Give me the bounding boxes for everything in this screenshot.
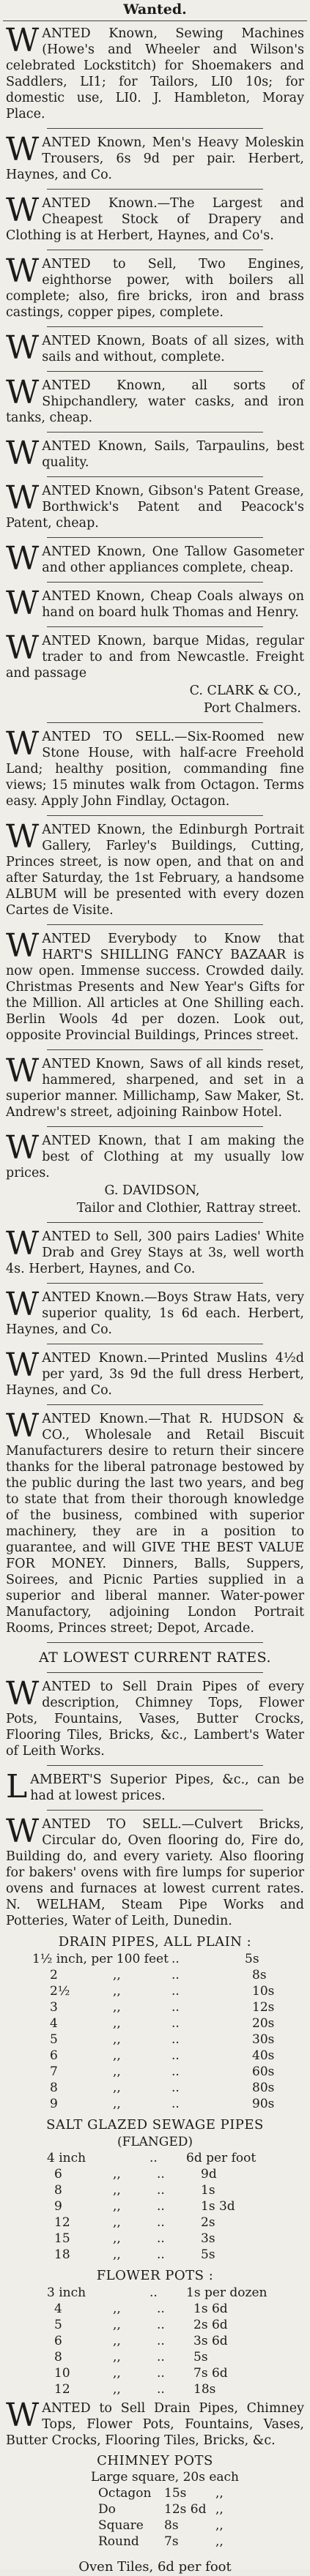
table-cell: 90s (252, 2097, 275, 2111)
divider (47, 1049, 263, 1050)
ad-item (6, 22, 304, 122)
table-cell: ,, (113, 2318, 121, 2332)
flower-pots-table (3, 2285, 307, 2397)
drop-cap: W (6, 1286, 40, 1323)
table-cell: 10 (54, 2366, 70, 2381)
table-cell: .. (171, 2064, 180, 2079)
table-cell: 12s 6d (164, 2502, 207, 2517)
table-cell: .. (157, 2366, 165, 2381)
table-cell: ,, (113, 2350, 121, 2365)
ad-text: ANTED to Sell Drain Pipes, Chimney Tops, Flower Pots, Fountains, Vases, Butter Crocks, Flooring Tiles, Bricks, &c. (6, 2401, 304, 2448)
ad-text: ANTED Everybody to Know that HART'S SHILLING FANCY BAZAAR is now open. Immense success. Crowded daily. Christmas Presents and New Year's Gifts for the Million. All articles at One Shilling each. Berlin Wools 4d per dozen. Look out, opposite Provincial Buildings, Princes street. (6, 932, 304, 1043)
classified-ads (3, 22, 307, 1636)
table-cell: ,, (113, 2000, 121, 2015)
table-cell: 8s (164, 2518, 179, 2533)
table-cell: 20s (252, 2016, 275, 2031)
divider (47, 1765, 263, 1766)
table-row (3, 2469, 307, 2485)
table-cell: ,, (113, 2081, 121, 2095)
table-cell: Round (98, 2534, 139, 2549)
table-cell: ,, (113, 2167, 121, 2182)
salt-glazed-sub: (FLANGED) (117, 2135, 193, 2149)
table-row (3, 2032, 307, 2048)
table-row (3, 2096, 307, 2112)
ad-item (6, 1675, 304, 1759)
table-cell: .. (157, 2183, 165, 2198)
drain-pipes-heading: DRAIN PIPES, ALL PLAIN : (58, 1934, 252, 1950)
drop-cap: W (6, 479, 40, 517)
drop-cap: W (6, 1675, 40, 1712)
table-cell: 7s 6d (193, 2366, 228, 2381)
table-cell: ,, (113, 2183, 121, 2198)
ad-item (6, 2397, 304, 2449)
ad-text: ANTED Known, Men's Heavy Moleskin Trousers, 6s 9d per pair. Herbert, Haynes, and Co. (6, 135, 304, 182)
ad-signature-line: Tailor and Clothier, Rattray street. (76, 1201, 301, 1216)
table-cell: 9d (201, 2167, 217, 2182)
table-cell: ,, (113, 2016, 121, 2031)
table-cell: 2½ (50, 1984, 70, 1999)
ad-text: ANTED Known, all sorts of Shipchandlery, water casks, and iron tanks, cheap. (6, 378, 304, 425)
table-cell: 1s 3d (201, 2199, 235, 2214)
ad-text: ANTED Known, Boats of all sizes, with sails and without, complete. (42, 334, 304, 364)
table-cell: 5s (201, 2247, 215, 2262)
ad-item (6, 1286, 304, 1338)
ad-text: ANTED Known, Sails, Tarpaulins, best quality. (42, 439, 304, 470)
table-cell: 8 (54, 2183, 62, 2198)
drop-cap: W (6, 1129, 40, 1167)
drop-cap: W (6, 1347, 40, 1384)
table-cell: 3 inch (47, 2285, 86, 2300)
divider (47, 1672, 263, 1673)
table-cell: .. (157, 2231, 165, 2246)
table-row (3, 2214, 307, 2231)
ad-text: ANTED Known, One Tallow Gasometer and other appliances complete, cheap. (42, 544, 304, 575)
table-cell: ,, (113, 2032, 121, 2047)
drop-cap: W (6, 131, 40, 168)
flower-pots-heading: FLOWER POTS : (96, 2268, 214, 2283)
ad-item (6, 1407, 304, 1636)
ad-text: ANTED Known, Saws of all kinds reset, hammered, sharpened, and set in a superior manner. Millichamp, Saw Maker, St. Andrew's street, adjoining Rainbow Hotel. (6, 1057, 304, 1120)
table-row (3, 2381, 307, 2397)
table-cell: .. (157, 2334, 165, 2348)
table-cell: 5 (50, 2032, 58, 2047)
table-cell: 6 (50, 2048, 58, 2063)
section-heading: Wanted. (123, 1, 187, 18)
ad-item (6, 435, 304, 472)
drop-cap: W (6, 1052, 40, 1090)
oven-tiles: Oven Tiles, 6d per foot (78, 2559, 232, 2575)
table-cell: Do (98, 2502, 116, 2517)
ad-text: ANTED Known, Cheap Coals always on hand on board hulk Thomas and Henry. (42, 589, 304, 620)
drop-cap: W (6, 22, 40, 59)
ad-text: ANTED to Sell, 300 pairs Ladies' White Drab and Grey Stays at 3s, well worth 4s. Herbert, Haynes, and Co. (6, 1229, 304, 1276)
drain-pipes-table (3, 1951, 307, 2112)
table-cell: 10s (252, 1984, 275, 1999)
table-cell: .. (171, 2032, 180, 2047)
table-cell: 3s 6d (193, 2334, 228, 2348)
table-cell: .. (157, 2215, 165, 2230)
divider (47, 1222, 263, 1223)
table-cell: .. (157, 2199, 165, 2214)
table-cell: ,, (215, 2534, 224, 2549)
chimney-pots-heading: CHIMNEY POTS (97, 2453, 213, 2468)
drop-cap: W (6, 374, 40, 411)
table-cell: 1½ inch, per 100 feet (32, 1952, 169, 1966)
ad-text: AMBERT'S Superior Pipes, &c., can be had at lowest prices. (30, 1772, 304, 1803)
table-row (3, 1983, 307, 1999)
table-cell: 6d per foot (186, 2151, 257, 2165)
divider (3, 20, 307, 21)
drop-cap: W (6, 329, 40, 367)
divider (47, 537, 263, 538)
table-cell: 1s (201, 2183, 215, 2198)
table-cell: .. (150, 2285, 158, 2300)
table-cell: 5s (193, 2350, 208, 2365)
drop-cap: W (6, 629, 40, 667)
divider (47, 626, 263, 627)
divider (47, 924, 263, 925)
ad-text: ANTED TO SELL.—Culvert Bricks, Circular do, Oven flooring do, Fire do, Building do, and every variety. Also flooring for bakers' ovens with fire lumps for superior ovens and furnaces at lowest current rates. N. WELHAM, Steam Pipe Works and Potteries, Water of Leith, Dunedin. (6, 1817, 304, 1928)
table-row (3, 2349, 307, 2365)
ad-text: ANTED to Sell, Two Engines, eighthorse power, with boilers all complete; also, fire bricks, iron and brass castings, copper pipes, complete. (6, 257, 304, 320)
table-cell: .. (157, 2382, 165, 2397)
table-cell: 3s (201, 2231, 215, 2246)
ad-item (6, 1768, 304, 1805)
table-cell: 2s 6d (193, 2318, 228, 2332)
ad-item (6, 329, 304, 367)
divider (47, 722, 263, 723)
table-cell: 40s (252, 2048, 275, 2063)
table-row (3, 2333, 307, 2349)
table-cell: .. (171, 2081, 180, 2095)
table-cell: .. (157, 2247, 165, 2262)
table-row (3, 2198, 307, 2214)
table-cell: 12 (54, 2382, 70, 2397)
table-row (3, 2485, 307, 2501)
ad-item (6, 1813, 304, 1929)
drop-cap: L (6, 1768, 28, 1805)
ad-item (6, 479, 304, 531)
table-cell: 9 (50, 2097, 58, 2111)
lowest-rates-heading: AT LOWEST CURRENT RATES. (39, 1650, 271, 1666)
table-row (3, 2080, 307, 2096)
ad-signature: G. DAVIDSON, (104, 1183, 200, 1198)
table-cell: 8 (54, 2350, 62, 2365)
divider (47, 476, 263, 477)
table-cell: 18s (193, 2382, 216, 2397)
table-cell: 30s (252, 2032, 275, 2047)
divider (47, 1642, 263, 1643)
ad-text: ANTED Known.—Printed Muslins 4½d per yard, 3s 9d the full dress Herbert, Haynes, and Co. (6, 1351, 304, 1398)
table-row (3, 2182, 307, 2198)
ad-item (6, 818, 304, 918)
table-cell: 1s 6d (193, 2302, 228, 2316)
divider (47, 189, 263, 190)
ad-item (6, 374, 304, 426)
table-cell: 8s (252, 1968, 267, 1982)
salt-glazed-table (3, 2150, 307, 2263)
ad-item (6, 1052, 304, 1120)
table-cell: ,, (113, 2199, 121, 2214)
table-row (3, 2517, 307, 2534)
chimney-pots-table (3, 2469, 307, 2550)
table-cell: .. (150, 2151, 158, 2165)
salt-glazed-heading: SALT GLAZED SEWAGE PIPES (46, 2117, 264, 2133)
table-cell: ,, (215, 2518, 224, 2533)
ad-signature-line: Port Chalmers. (203, 701, 301, 716)
table-cell: 2s (201, 2215, 215, 2230)
table-cell: 18 (54, 2247, 70, 2262)
ad-item (6, 927, 304, 1044)
drop-cap: W (6, 2397, 40, 2434)
ad-item (6, 192, 304, 244)
ad-item (6, 585, 304, 622)
table-cell: Octagon (98, 2486, 152, 2501)
table-cell: 7s (164, 2534, 179, 2549)
table-cell: ,, (215, 2486, 224, 2501)
table-cell: ,, (113, 2382, 121, 2397)
divider (47, 1404, 263, 1405)
table-cell: ,, (113, 1984, 121, 1999)
table-cell: 6 (54, 2167, 62, 2182)
table-cell: ,, (113, 2215, 121, 2230)
table-cell: 1s per dozen (186, 2285, 267, 2300)
table-cell: 3 (50, 2000, 58, 2015)
ad-signature: C. CLARK & CO., (189, 684, 301, 698)
table-row (3, 2166, 307, 2182)
table-cell: ,, (113, 2334, 121, 2348)
table-row (3, 1967, 307, 1983)
ad-item (6, 725, 304, 809)
table-cell: Square (98, 2518, 144, 2533)
table-cell: 2 (50, 1968, 58, 1982)
table-cell: 15 (54, 2231, 70, 2246)
drop-cap: W (6, 927, 40, 965)
table-cell: ,, (113, 2064, 121, 2079)
ad-text: ANTED Known, Sewing Machines (Howe's and Wheeler and Wilson's celebrated Lockstitch) for Shoemakers and Saddlers, LI1; for Tailors, LI0 10s; for domestic use, LI0. J. Hambleton, Moray Place. (6, 26, 304, 121)
table-cell: .. (171, 1968, 180, 1982)
table-cell: 80s (252, 2081, 275, 2095)
table-cell: ,, (113, 2247, 121, 2262)
drop-cap: W (6, 1225, 40, 1262)
table-row (3, 2231, 307, 2247)
table-cell: 5s (245, 1952, 259, 1966)
ad-text: ANTED Known.—That R. HUDSON & CO., Wholesale and Retail Biscuit Manufacturers desire to return their sincere thanks for the liberal patronage bestowed by the public during the last two years, and beg to state that from their thorough knowledge of the business, combined with superior machinery, they are in a position to guarantee, and will GIVE THE BEST VALUE FOR MONEY. Dinners, Balls, Suppers, Soirees, and Picnic Parties supplied in a superior and liberal manner. Water-power Manufactory, adjoining London Portrait Rooms, Princes street; Depot, Arcade. (6, 1412, 304, 1636)
ad-text: ANTED to Sell Drain Pipes of every description, Chimney Tops, Flower Pots, Fountains, Vases, Butter Crocks, Flooring Tiles, Bricks, &c., Lambert's Water of Leith Works. (6, 1680, 304, 1759)
drop-cap: W (6, 435, 40, 472)
ad-text: ANTED Known, barque Midas, regular trader to and from Newcastle. Freight and passage (6, 634, 304, 681)
table-row (3, 2501, 307, 2517)
table-cell: 12 (54, 2215, 70, 2230)
table-cell: 7 (50, 2064, 58, 2079)
table-row (3, 2285, 307, 2301)
divider (47, 1126, 263, 1127)
table-cell: Large square, 20s each (91, 2470, 240, 2485)
table-cell: 15s (164, 2486, 187, 2501)
table-row (3, 2317, 307, 2333)
ad-text: ANTED Known.—The Largest and Cheapest Stock of Drapery and Clothing is at Herbert, Haynes, and Co's. (6, 196, 304, 243)
ad-item (6, 1225, 304, 1277)
table-row (3, 2534, 307, 2550)
ad-item (6, 629, 304, 681)
ad-item (6, 1129, 304, 1181)
ad-text: ANTED Known.—Boys Straw Hats, very superior quality, 1s 6d each. Herbert, Haynes, and Co. (6, 1290, 304, 1337)
table-row (3, 1951, 307, 1967)
drop-cap: W (6, 585, 40, 622)
divider (47, 326, 263, 327)
drop-cap: W (6, 818, 40, 855)
divider (47, 432, 263, 433)
ad-text: ANTED TO SELL.—Six-Roomed new Stone House, with half-acre Freehold Land; healthy position, commanding fine views; 15 minutes walk from Octagon. Terms easy. Apply John Findlay, Octagon. (6, 730, 304, 809)
table-row (3, 2301, 307, 2317)
ad-text: ANTED Known, Gibson's Patent Grease, Borthwick's Patent and Peacock's Patent, cheap. (6, 484, 304, 531)
drop-cap: W (6, 540, 40, 577)
table-cell: ,, (113, 2302, 121, 2316)
table-cell: 12s (252, 2000, 275, 2015)
table-cell: ,, (113, 1968, 121, 1982)
table-cell: ,, (113, 2048, 121, 2063)
divider (47, 371, 263, 372)
table-cell: .. (171, 2000, 180, 2015)
table-cell: 6 (54, 2334, 62, 2348)
ad-text: ANTED Known, the Edinburgh Portrait Gallery, Farley's Buildings, Cutting, Princes street, is now open, and that on and after Saturday, the 1st February, a handsome ALBUM will be presented with every dozen Cartes de Visite. (6, 823, 304, 918)
table-cell: 60s (252, 2064, 275, 2079)
table-row (3, 1999, 307, 2015)
ad-item (6, 131, 304, 183)
table-cell: ,, (113, 2097, 121, 2111)
table-cell: 8 (50, 2081, 58, 2095)
table-cell: .. (171, 2016, 180, 2031)
table-cell: 4 (54, 2302, 62, 2316)
drop-cap: W (6, 1813, 40, 1850)
table-cell: 5 (54, 2318, 62, 2332)
table-row (3, 2150, 307, 2166)
drop-cap: W (6, 725, 40, 763)
table-cell: .. (157, 2318, 165, 2332)
table-cell: .. (171, 2048, 180, 2063)
ad-text: ANTED Known, that I am making the best of Clothing at my usually low prices. (6, 1134, 304, 1180)
table-cell: .. (157, 2167, 165, 2182)
ad-item (6, 540, 304, 577)
divider (47, 1283, 263, 1284)
table-cell: 4 (50, 2016, 58, 2031)
table-cell: ,, (113, 2231, 121, 2246)
divider (47, 582, 263, 583)
divider (47, 1810, 263, 1811)
table-cell: ,, (215, 2502, 224, 2517)
table-row (3, 2365, 307, 2381)
drop-cap: W (6, 192, 40, 229)
table-cell: 9 (54, 2199, 62, 2214)
classified-ads-2 (3, 1675, 307, 1929)
table-cell: .. (157, 2350, 165, 2365)
ad-item (6, 1347, 304, 1399)
table-cell: 4 inch (47, 2151, 86, 2165)
table-cell: ,, (113, 2366, 121, 2381)
table-cell: .. (157, 2302, 165, 2316)
ad-item (6, 252, 304, 321)
table-row (3, 2064, 307, 2080)
divider (47, 815, 263, 816)
table-cell: .. (171, 2097, 180, 2111)
table-row (3, 2048, 307, 2064)
table-row (3, 2247, 307, 2263)
table-cell: .. (171, 1952, 180, 1966)
drop-cap: W (6, 1407, 40, 1445)
table-cell: .. (171, 1984, 180, 1999)
table-row (3, 2015, 307, 2032)
drop-cap: W (6, 252, 40, 290)
divider (47, 128, 263, 129)
